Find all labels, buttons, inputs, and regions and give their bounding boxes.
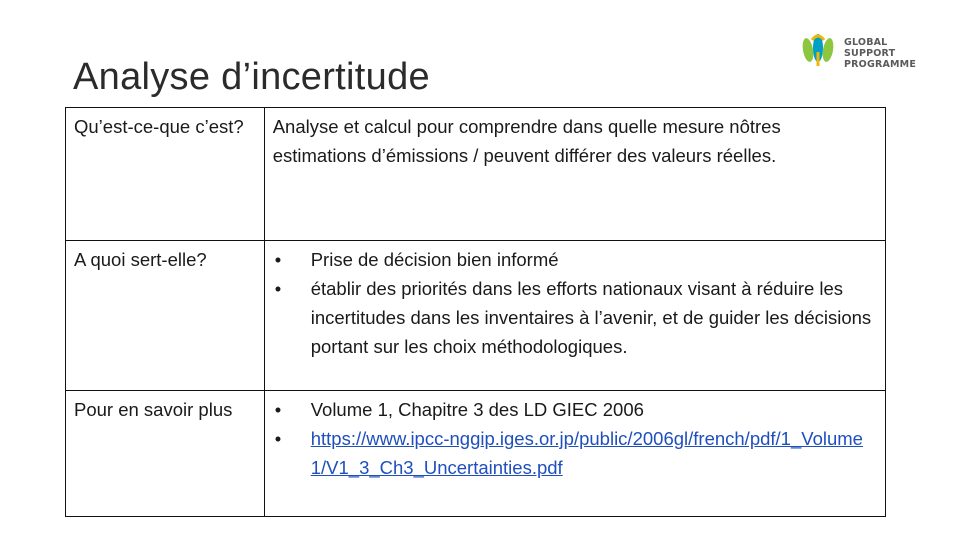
bullet-marker: • [274, 428, 282, 449]
ipcc-guidelines-link[interactable]: https://www.ipcc-nggip.iges.or.jp/public/2006gl/french/pdf/1_Volume1/V1_3_Ch3_Uncertainties.pdf [310, 428, 863, 478]
bullet-list [273, 245, 877, 361]
info-table [65, 107, 886, 517]
row-content: Analyse et calcul pour comprendre dans quelle mesure nôtres estimations d’émissions / peuvent différer des valeurs réelles. [264, 108, 885, 241]
list-item-text: Volume 1, Chapitre 3 des LD GIEC 2006 [310, 399, 644, 420]
bullet-marker: • [274, 399, 282, 420]
logo-line2: PROGRAMME [844, 59, 917, 70]
row-label: A quoi sert-elle? [66, 241, 265, 391]
list-item [273, 395, 877, 424]
row-label: Pour en savoir plus [66, 391, 265, 517]
global-support-programme-logo [800, 30, 935, 70]
leaf-logo-icon [800, 30, 836, 70]
row-label: Qu’est-ce-que c’est? [66, 108, 265, 241]
row-content [264, 241, 885, 391]
list-item-text: Prise de décision bien informé [310, 249, 559, 270]
page-title: Analyse d’incertitude [73, 56, 430, 98]
bullet-marker: • [274, 249, 282, 270]
list-item-text: établir des priorités dans les efforts nationaux visant à réduire les incertitudes dans les inventaires à l’avenir, et de guider les décisions portant sur les choix méthodologiques. [310, 278, 872, 357]
bullet-marker: • [274, 278, 282, 299]
logo-line1: GLOBAL SUPPORT [844, 37, 896, 59]
list-item [273, 424, 877, 482]
table-row [66, 391, 886, 517]
logo-text [844, 37, 935, 70]
table-row [66, 241, 886, 391]
list-item [273, 274, 877, 361]
list-item [273, 245, 877, 274]
bullet-list [273, 395, 877, 482]
row-content [264, 391, 885, 517]
table-row [66, 108, 886, 241]
